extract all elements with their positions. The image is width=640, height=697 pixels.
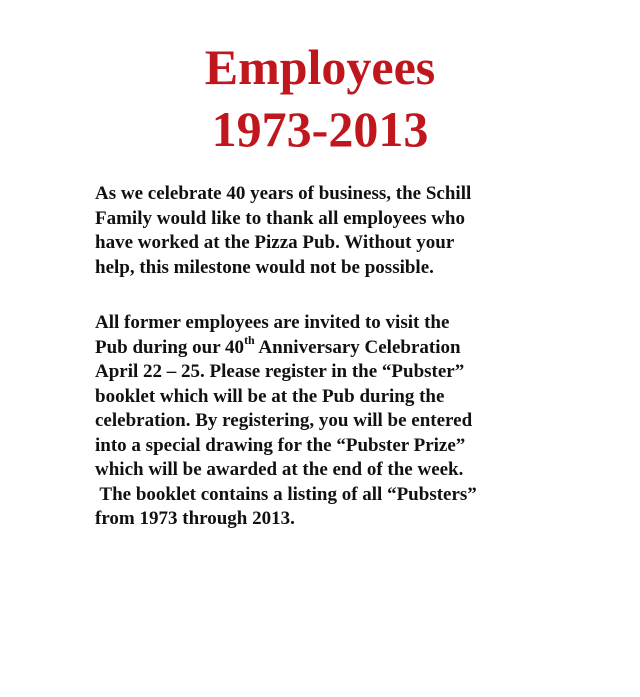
thank-you-paragraph: [95, 182, 555, 280]
paragraph-line: into a special drawing for the “Pubster Prize”: [95, 434, 466, 456]
paragraph-line: April 22 – 25. Please register in the “Pubster”: [95, 361, 465, 382]
page-title: Employees: [204, 39, 436, 95]
anniversary-text-after: Anniversary Celebration: [254, 336, 461, 358]
ordinal-suffix: th: [244, 333, 255, 348]
invitation-paragraph: [95, 311, 555, 532]
page-subtitle-years: 1973-2013: [211, 101, 429, 157]
paragraph-line: have worked at the Pizza Pub. Without your: [95, 232, 455, 253]
anniversary-text-before: Pub during our 40: [95, 336, 245, 358]
paragraph-line: The booklet contains a listing of all “Pubsters”: [95, 483, 477, 505]
paragraph-line: celebration. By registering, you will be entered: [95, 410, 473, 431]
paragraph-line: booklet which will be at the Pub during the: [95, 385, 445, 407]
paragraph-line: [95, 333, 555, 361]
paragraph-line: from 1973 through 2013.: [95, 508, 295, 529]
paragraph-line: All former employees are invited to visit the: [95, 312, 450, 333]
paragraph-line: As we celebrate 40 years of business, the Schill: [95, 183, 472, 204]
paragraph-line: Family would like to thank all employees who: [95, 207, 465, 229]
paragraph-line: help, this milestone would not be possible.: [95, 256, 434, 278]
paragraph-line: which will be awarded at the end of the week.: [95, 459, 464, 480]
